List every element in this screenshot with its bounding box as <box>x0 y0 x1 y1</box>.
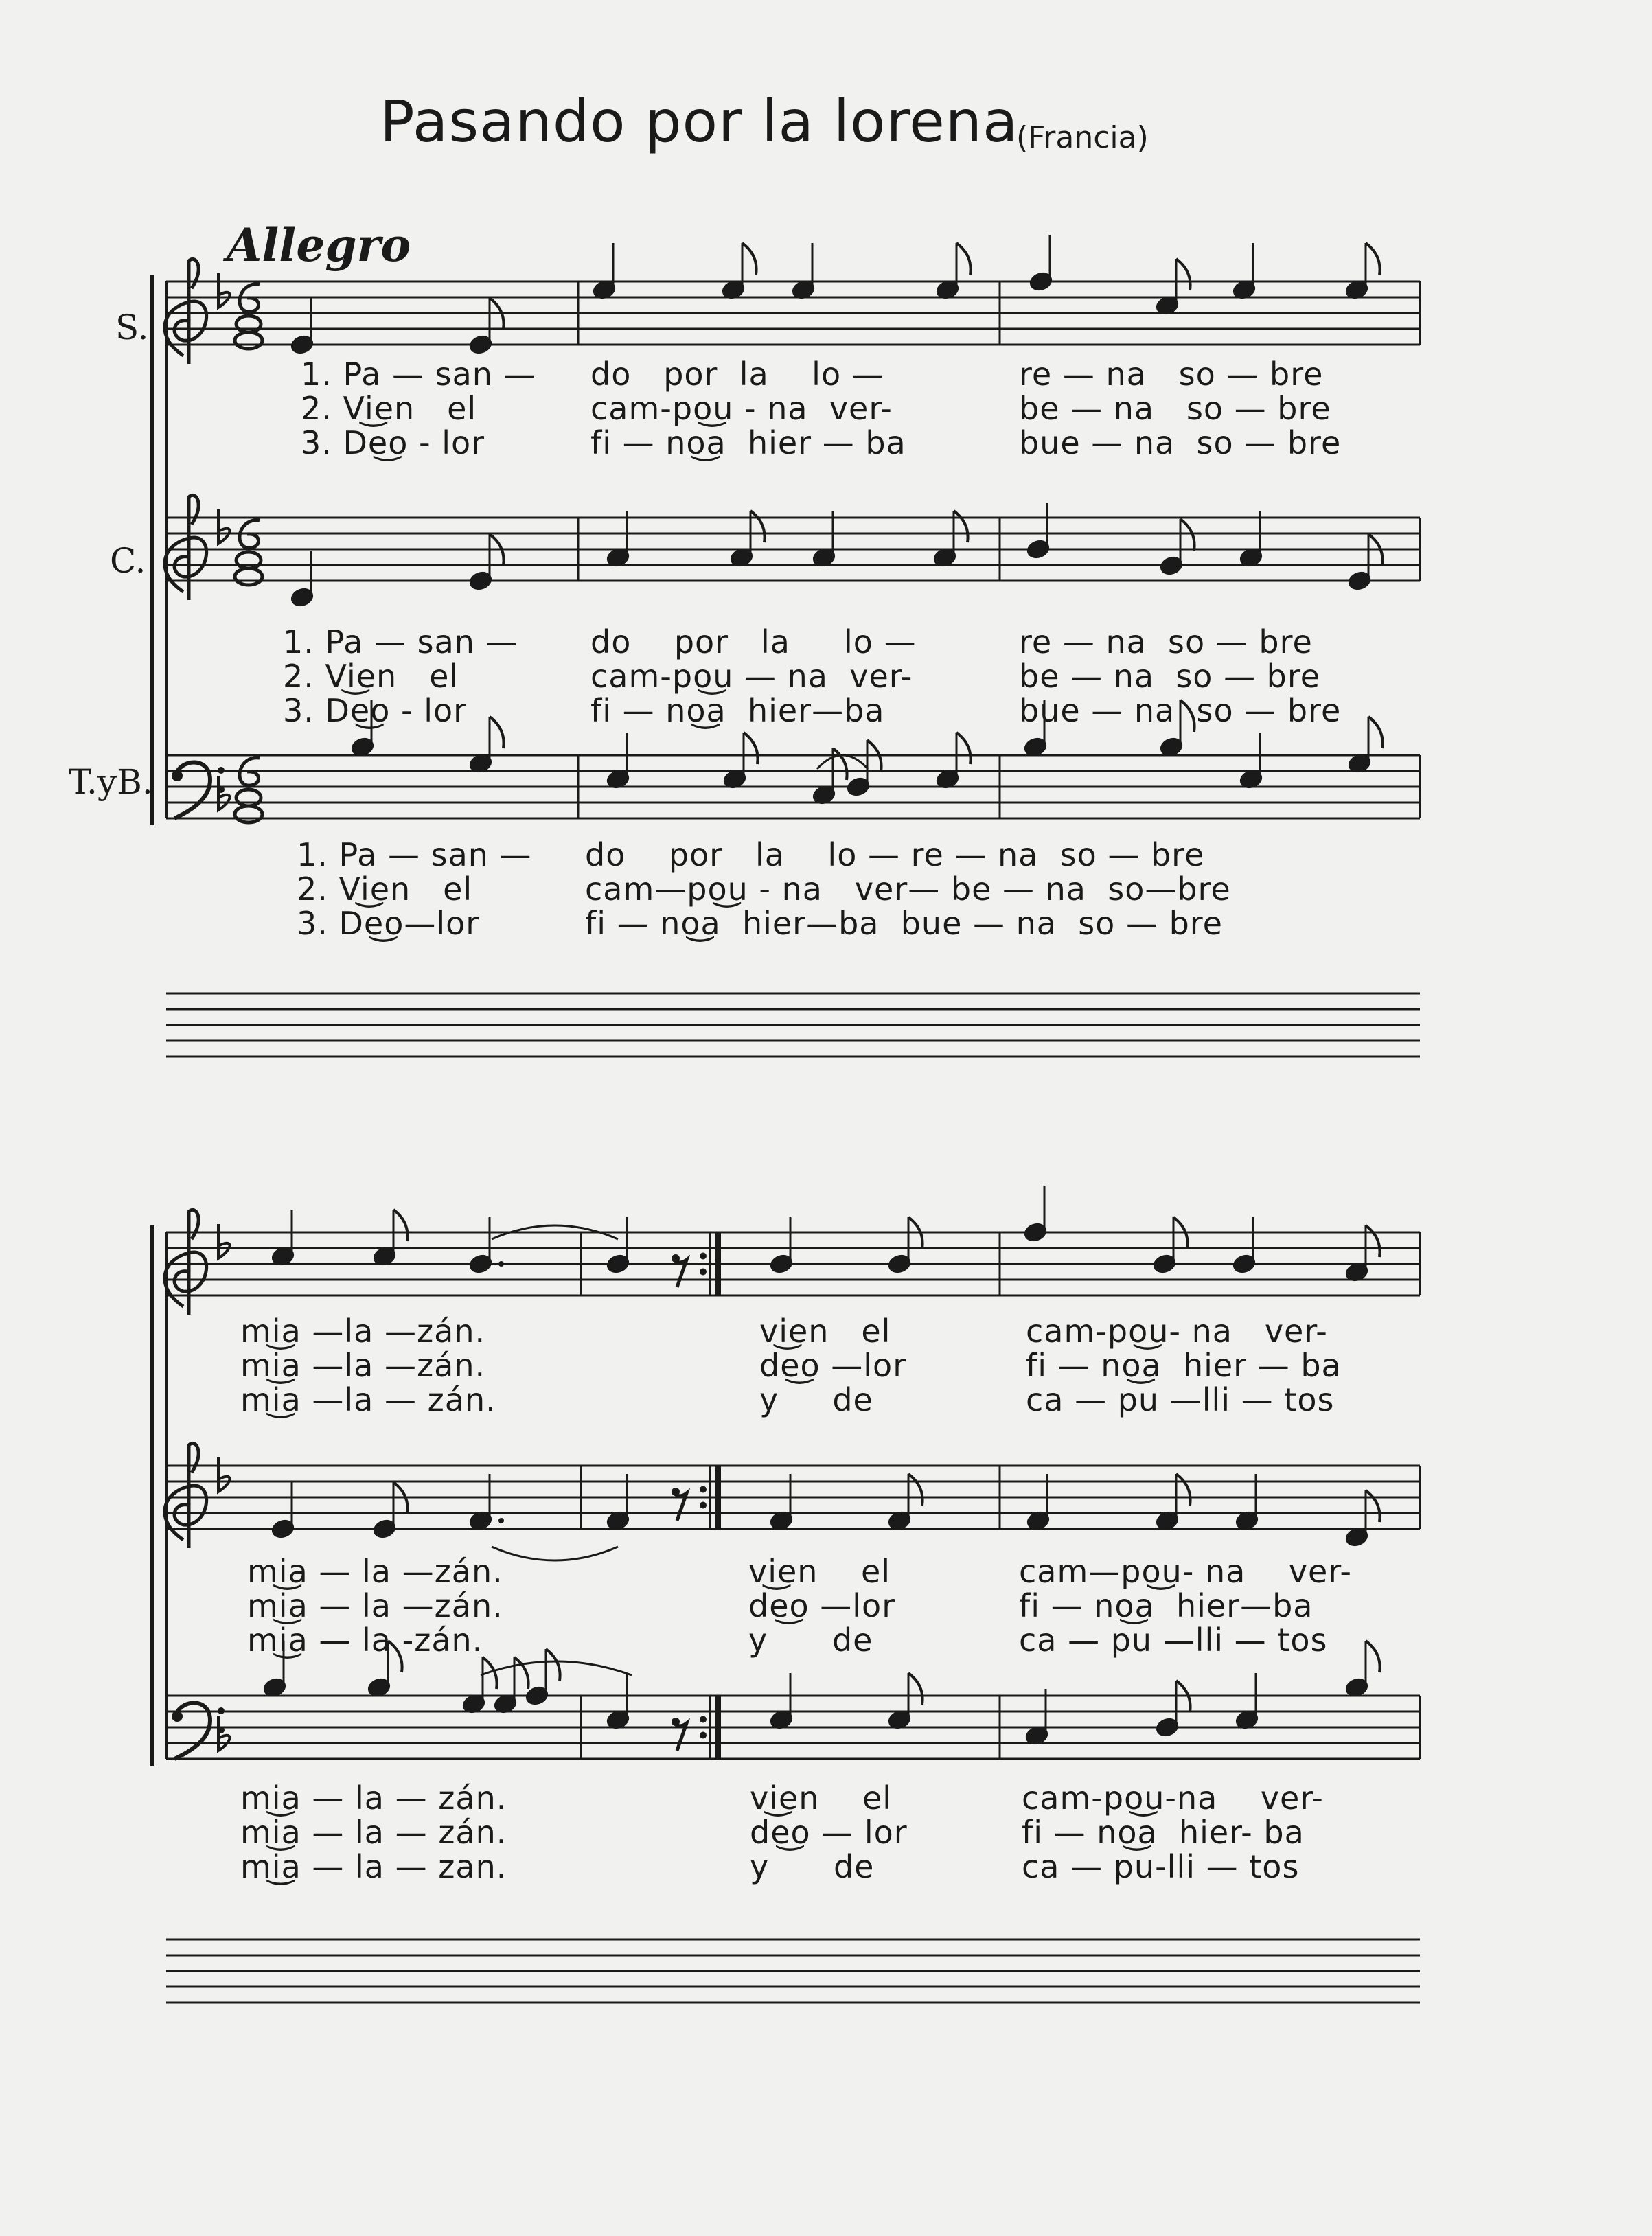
repeat-dot <box>700 1486 707 1493</box>
bass-clef-dot <box>172 1711 183 1722</box>
lyric-line: mi͜a — la — zán. <box>240 1814 507 1851</box>
bass-clef-dot <box>218 1707 225 1714</box>
lyric-line: 2. Vi͜en el <box>301 390 477 427</box>
note-flag <box>908 1474 923 1506</box>
lyric-line: 3. De͜o - lor <box>301 424 485 461</box>
lyric-line: do por la lo — <box>590 623 917 660</box>
lyric-line: mi͜a —la —zán. <box>240 1313 486 1350</box>
lyric-line: re — na so — bre <box>1019 623 1313 660</box>
lyric-line: mi͜a — la —zán. <box>247 1553 503 1590</box>
slur <box>481 1661 632 1675</box>
note-flag <box>1176 259 1191 290</box>
note-flag <box>954 511 968 542</box>
lyric-line: 2. Vi͜en el <box>297 871 473 908</box>
lyric-line: ca — pu —lli — tos <box>1019 1622 1328 1659</box>
lyric-line: de͜o —lor <box>748 1587 896 1624</box>
page-subtitle: (Francia) <box>1016 120 1149 155</box>
lyric-line: re — na so — bre <box>1019 356 1324 393</box>
lyric-line: ca — pu —lli — tos <box>1026 1381 1335 1418</box>
lyric-line: mi͜a — la -zán. <box>247 1622 483 1659</box>
note-flag <box>393 1210 408 1241</box>
repeat-dot <box>700 1502 707 1509</box>
key-signature-flat <box>218 1716 230 1751</box>
key-signature-flat <box>218 509 230 544</box>
treble-clef <box>165 495 207 600</box>
note-flag <box>750 511 765 542</box>
repeat-dot <box>700 1269 707 1276</box>
staff-tenor-bass <box>166 755 1420 818</box>
note-flag <box>833 748 847 780</box>
staff-tenor-bass <box>166 1696 1420 1759</box>
staff-soprano <box>166 1232 1420 1295</box>
note-flag <box>1366 1490 1380 1522</box>
lyric-line: cam—po͜u - na ver— be — na so—bre <box>585 871 1231 908</box>
lyric-line: fi — no͜a hier—ba <box>1019 1587 1313 1624</box>
lyric-line: do por la lo — <box>590 356 884 393</box>
time-signature-eight <box>235 332 262 349</box>
bass-clef-dot <box>218 767 225 774</box>
note-flag <box>956 243 971 275</box>
lyric-line: mi͜a — la — zan. <box>240 1848 507 1885</box>
treble-clef <box>165 259 207 364</box>
note-flag <box>490 717 504 748</box>
lyric-line: ca — pu-lli — tos <box>1022 1848 1300 1885</box>
lyric-line: cam-po͜u — na ver- <box>590 658 913 695</box>
key-signature-flat <box>218 1224 230 1258</box>
lyric-line: 3. De͜o - lor <box>283 692 468 729</box>
lyric-line: vi͜en el <box>759 1313 891 1350</box>
lyric-line: 3. De͜o—lor <box>297 905 480 942</box>
lyric-line: do por la lo — re — na so — bre <box>585 836 1205 873</box>
note-flag <box>1366 1225 1380 1257</box>
lyric-line: 1. Pa — san — <box>297 836 532 873</box>
lyric-line: bue — na so — bre <box>1019 692 1342 729</box>
staff-contralto <box>166 1466 1420 1529</box>
bass-clef-dot <box>172 770 183 781</box>
time-signature-eight <box>235 806 262 822</box>
eighth-rest-dot <box>672 1488 680 1496</box>
staff-empty <box>166 993 1420 1057</box>
lyric-line: bue — na so — bre <box>1019 424 1342 461</box>
lyric-line: fi — no͜a hier—ba bue — na so — bre <box>585 905 1223 942</box>
note-flag <box>744 733 758 764</box>
lyric-line: cam-po͜u - na ver- <box>590 390 893 427</box>
voice-label-contralto: C. <box>110 541 146 581</box>
slur <box>492 1547 618 1560</box>
lyric-line: 2. Vi͜en el <box>283 658 459 695</box>
repeat-dot <box>700 1732 707 1739</box>
note-flag <box>1180 519 1195 551</box>
lyric-line: mi͜a —la — zán. <box>240 1381 496 1418</box>
eighth-rest-dot <box>672 1718 680 1726</box>
time-signature-eight <box>235 568 262 585</box>
key-signature-flat <box>218 273 230 308</box>
lyric-line: cam-po͜u-na ver- <box>1022 1779 1324 1817</box>
note-flag <box>1368 717 1383 748</box>
note-flag <box>742 243 757 275</box>
key-signature-flat <box>218 1457 230 1492</box>
note-dot <box>498 1261 504 1267</box>
staff-empty <box>166 1939 1420 2003</box>
lyric-line: y de <box>759 1381 873 1418</box>
key-signature-flat <box>218 776 230 810</box>
lyric-line: de͜o —lor <box>759 1347 907 1384</box>
lyric-line: cam—po͜u- na ver- <box>1019 1553 1352 1590</box>
lyric-line: vi͜en el <box>748 1553 891 1590</box>
lyric-line: vi͜en el <box>750 1779 893 1817</box>
note-flag <box>1366 1641 1380 1672</box>
eighth-rest-dot <box>672 1254 680 1263</box>
note-flag <box>514 1657 529 1689</box>
lyric-line: be — na so — bre <box>1019 390 1331 427</box>
lyric-line: y de <box>748 1622 873 1659</box>
lyric-line: fi — no͜a hier — ba <box>1026 1347 1342 1384</box>
treble-clef <box>165 1443 207 1548</box>
lyric-line: 1. Pa — san — <box>283 623 518 660</box>
repeat-dot <box>700 1716 707 1723</box>
lyric-line: fi — no͜a hier — ba <box>590 424 906 461</box>
voice-label-soprano: S. <box>115 308 149 347</box>
note-dot <box>498 1518 504 1523</box>
tempo-marking: Allegro <box>227 218 411 272</box>
note-flag <box>1176 1474 1191 1506</box>
lyric-line: mi͜a — la —zán. <box>247 1587 503 1624</box>
note-flag <box>956 733 971 764</box>
lyric-line: fi — no͜a hier- ba <box>1022 1814 1305 1851</box>
treble-clef <box>165 1210 207 1315</box>
repeat-dot <box>700 1253 707 1260</box>
lyric-line: cam-po͜u- na ver- <box>1026 1313 1328 1350</box>
lyric-line: mi͜a — la — zán. <box>240 1779 507 1817</box>
note-flag <box>546 1649 560 1681</box>
lyric-line: mi͜a —la —zán. <box>240 1347 486 1384</box>
lyric-line: fi — no͜a hier—ba <box>590 692 885 729</box>
lyric-line: 1. Pa — san — <box>301 356 536 393</box>
note-flag <box>1366 243 1380 275</box>
lyric-line: be — na so — bre <box>1019 658 1321 695</box>
voice-label-tenor-bass: T.yB. <box>69 762 153 802</box>
lyric-line: y de <box>750 1848 875 1885</box>
note-flag <box>908 1673 923 1705</box>
page-title: Pasando por la lorena <box>380 88 1019 155</box>
lyric-line: de͜o — lor <box>750 1814 908 1851</box>
staff-contralto <box>166 518 1420 581</box>
